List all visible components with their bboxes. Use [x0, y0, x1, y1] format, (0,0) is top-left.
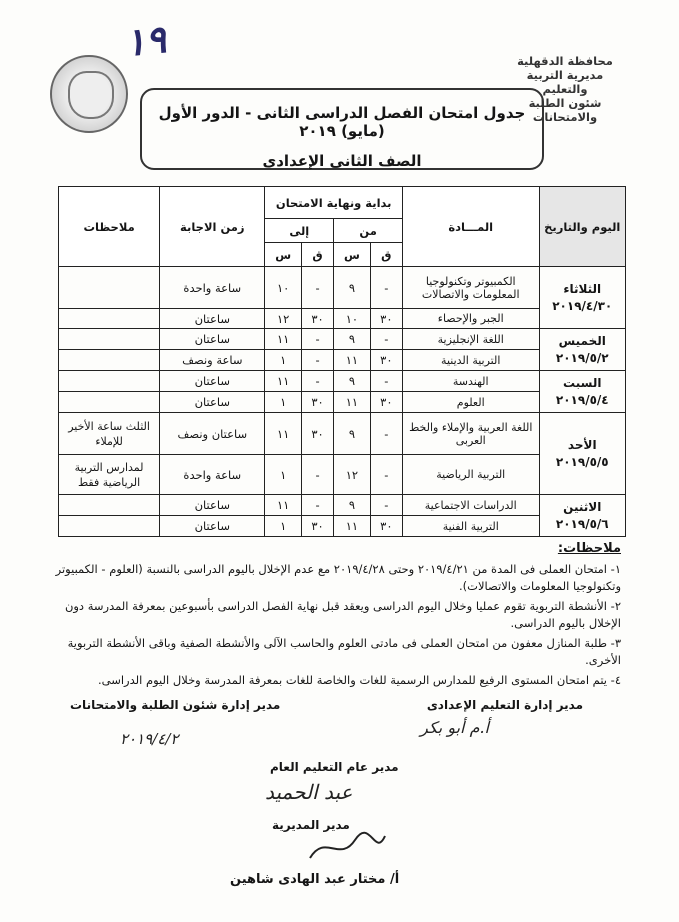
notes-cell — [59, 267, 160, 309]
notes-cell — [59, 350, 160, 371]
to-q-cell: - — [301, 495, 333, 516]
table-row — [59, 413, 626, 455]
to-s-cell: ١١ — [265, 495, 301, 516]
notes-cell — [59, 371, 160, 392]
header-line-3: شئون الطلبة والامتحانات — [528, 96, 602, 124]
to-q-cell: - — [301, 267, 333, 309]
duration-cell: ساعتان — [160, 329, 265, 350]
from-q-cell: - — [370, 267, 402, 309]
day-cell: السبت ٢٠١٩/٥/٤ — [539, 371, 626, 413]
director-signature-icon — [300, 828, 390, 868]
to-s-cell: ١ — [265, 455, 301, 495]
notes-cell: الثلث ساعة الأخير للإملاء — [59, 413, 160, 455]
from-s-cell: ٩ — [334, 371, 370, 392]
to-q-cell: - — [301, 350, 333, 371]
header-notes: ملاحظات — [59, 187, 160, 267]
to-q-cell: ٣٠ — [301, 413, 333, 455]
from-q-cell: - — [370, 371, 402, 392]
subject-cell: اللغة العربية والإملاء والخط العربى — [402, 413, 539, 455]
director-name: أ/ مختار عبد الهادى شاهين — [230, 872, 400, 887]
to-q-cell: - — [301, 371, 333, 392]
from-s-cell: ٩ — [334, 329, 370, 350]
header-to-s: س — [265, 243, 301, 267]
from-q-cell: ٣٠ — [370, 309, 402, 329]
header-line-2: مديرية التربية والتعليم — [526, 68, 604, 96]
header-from-q: ق — [370, 243, 402, 267]
duration-cell: ساعة واحدة — [160, 455, 265, 495]
header-line-1: محافظة الدقهلية — [517, 54, 613, 68]
subject-cell: اللغة الإنجليزية — [402, 329, 539, 350]
from-q-cell: ٣٠ — [370, 350, 402, 371]
duration-cell: ساعة واحدة — [160, 267, 265, 309]
directorate-director-label: مدير المديرية — [272, 818, 350, 832]
title-box — [140, 88, 544, 170]
notes-section — [51, 540, 621, 692]
to-q-cell: ٣٠ — [301, 392, 333, 413]
from-s-cell: ١١ — [334, 392, 370, 413]
header-to: إلى — [265, 219, 334, 243]
duration-cell: ساعة ونصف — [160, 350, 265, 371]
duration-cell: ساعتان — [160, 371, 265, 392]
subject-cell: التربية الدينية — [402, 350, 539, 371]
day-cell: الخميس ٢٠١٩/٥/٢ — [539, 329, 626, 371]
day-cell: الأحد ٢٠١٩/٥/٥ — [539, 413, 626, 495]
duration-cell: ساعتان — [160, 516, 265, 537]
from-s-cell: ١٢ — [334, 455, 370, 495]
duration-cell: ساعتان — [160, 309, 265, 329]
subject-cell: الدراسات الاجتماعية — [402, 495, 539, 516]
header-subject: المـــادة — [402, 187, 539, 267]
to-s-cell: ١ — [265, 516, 301, 537]
header-from-s: س — [334, 243, 370, 267]
duration-cell: ساعتان — [160, 392, 265, 413]
header-duration: زمن الاجابة — [160, 187, 265, 267]
note-item: ٢- الأنشطة التربوية تقوم عمليا وخلال اليوم الدراسى ويعقد قبل نهاية الفصل الدراسى بأسبوعين بمعرفة المدرسة دون الإخلال باليوم الدراسى. — [64, 599, 621, 630]
from-q-cell: - — [370, 455, 402, 495]
subject-cell: التربية الرياضية — [402, 455, 539, 495]
exam-schedule-table — [58, 186, 626, 537]
to-s-cell: ١ — [265, 350, 301, 371]
to-s-cell: ١١ — [265, 329, 301, 350]
to-s-cell: ١١ — [265, 413, 301, 455]
from-s-cell: ٩ — [334, 413, 370, 455]
from-q-cell: - — [370, 413, 402, 455]
subject-cell: التربية الفنية — [402, 516, 539, 537]
to-s-cell: ١٠ — [265, 267, 301, 309]
notes-cell — [59, 495, 160, 516]
notes-cell — [59, 329, 160, 350]
prep-director-signature-label: مدير إدارة التعليم الإعدادى — [426, 698, 583, 712]
day-cell: الاثنين ٢٠١٩/٥/٦ — [539, 495, 626, 537]
note-item: ٣- طلبة المنازل معفون من امتحان العملى فى مادتى العلوم والحاسب الآلى والأنشطة الصفية وباقى الأنشطة التربوية الأخرى. — [67, 636, 621, 667]
page-title: جدول امتحان الفصل الدراسى الثانى - الدور الأول (مايو) ٢٠١٩ — [158, 104, 526, 140]
notes-cell: لمدارس التربية الرياضية فقط — [59, 455, 160, 495]
notes-cell — [59, 392, 160, 413]
header-start-end: بداية ونهاية الامتحان — [265, 187, 403, 219]
handwritten-date: ٢٠١٩/٤/٢ — [120, 730, 179, 748]
table-row — [59, 495, 626, 516]
note-item: ٤- يتم امتحان المستوى الرفيع للمدارس الرسمية للغات والخاصة للغات بمعرفة المدرسة وخلال اليوم الدراسى. — [97, 673, 621, 687]
note-item: ١- امتحان العملى فى المدة من ٢٠١٩/٤/٢١ وحتى ٢٠١٩/٤/٢٨ مع عدم الإخلال باليوم الدراسى بالنسبة (العلوم - الكمبيوتر وتكنولوجيا المعلومات والاتصالات). — [55, 562, 621, 593]
to-s-cell: ١١ — [265, 371, 301, 392]
table-row — [59, 329, 626, 350]
from-s-cell: ١١ — [334, 516, 370, 537]
to-s-cell: ١ — [265, 392, 301, 413]
from-s-cell: ٩ — [334, 495, 370, 516]
from-q-cell: - — [370, 329, 402, 350]
notes-cell — [59, 516, 160, 537]
from-q-cell: ٣٠ — [370, 516, 402, 537]
to-q-cell: ٣٠ — [301, 516, 333, 537]
duration-cell: ساعتان — [160, 495, 265, 516]
header-day: اليوم والتاريخ — [539, 187, 626, 267]
notes-title: ملاحظات: — [557, 541, 621, 556]
from-s-cell: ٩ — [334, 267, 370, 309]
duration-cell: ساعتان ونصف — [160, 413, 265, 455]
to-s-cell: ١٢ — [265, 309, 301, 329]
subject-cell: الجبر والإحصاء — [402, 309, 539, 329]
header-from: من — [334, 219, 403, 243]
eagle-emblem-icon — [50, 55, 128, 133]
table-row — [59, 371, 626, 392]
to-q-cell: ٣٠ — [301, 309, 333, 329]
from-s-cell: ١٠ — [334, 309, 370, 329]
handwritten-name: أ.م أبو بكر — [420, 718, 489, 737]
subject-cell: الهندسة — [402, 371, 539, 392]
general-director-signature: عبد الحميد — [265, 780, 353, 804]
general-director-label: مدير عام التعليم العام — [270, 760, 399, 774]
affairs-director-signature-label: مدير إدارة شئون الطلبة والامتحانات — [70, 698, 281, 712]
header-to-q: ق — [301, 243, 333, 267]
to-q-cell: - — [301, 455, 333, 495]
to-q-cell: - — [301, 329, 333, 350]
subject-cell: العلوم — [402, 392, 539, 413]
from-q-cell: - — [370, 495, 402, 516]
from-s-cell: ١١ — [334, 350, 370, 371]
table-row — [59, 267, 626, 309]
notes-cell — [59, 309, 160, 329]
from-q-cell: ٣٠ — [370, 392, 402, 413]
subject-cell: الكمبيوتر وتكنولوجيا المعلومات والاتصالات — [402, 267, 539, 309]
page-subtitle: الصف الثانى الإعدادى — [262, 152, 422, 170]
day-cell: الثلاثاء ٢٠١٩/٤/٣٠ — [539, 267, 626, 329]
handwritten-number: ١٩ — [122, 15, 169, 66]
